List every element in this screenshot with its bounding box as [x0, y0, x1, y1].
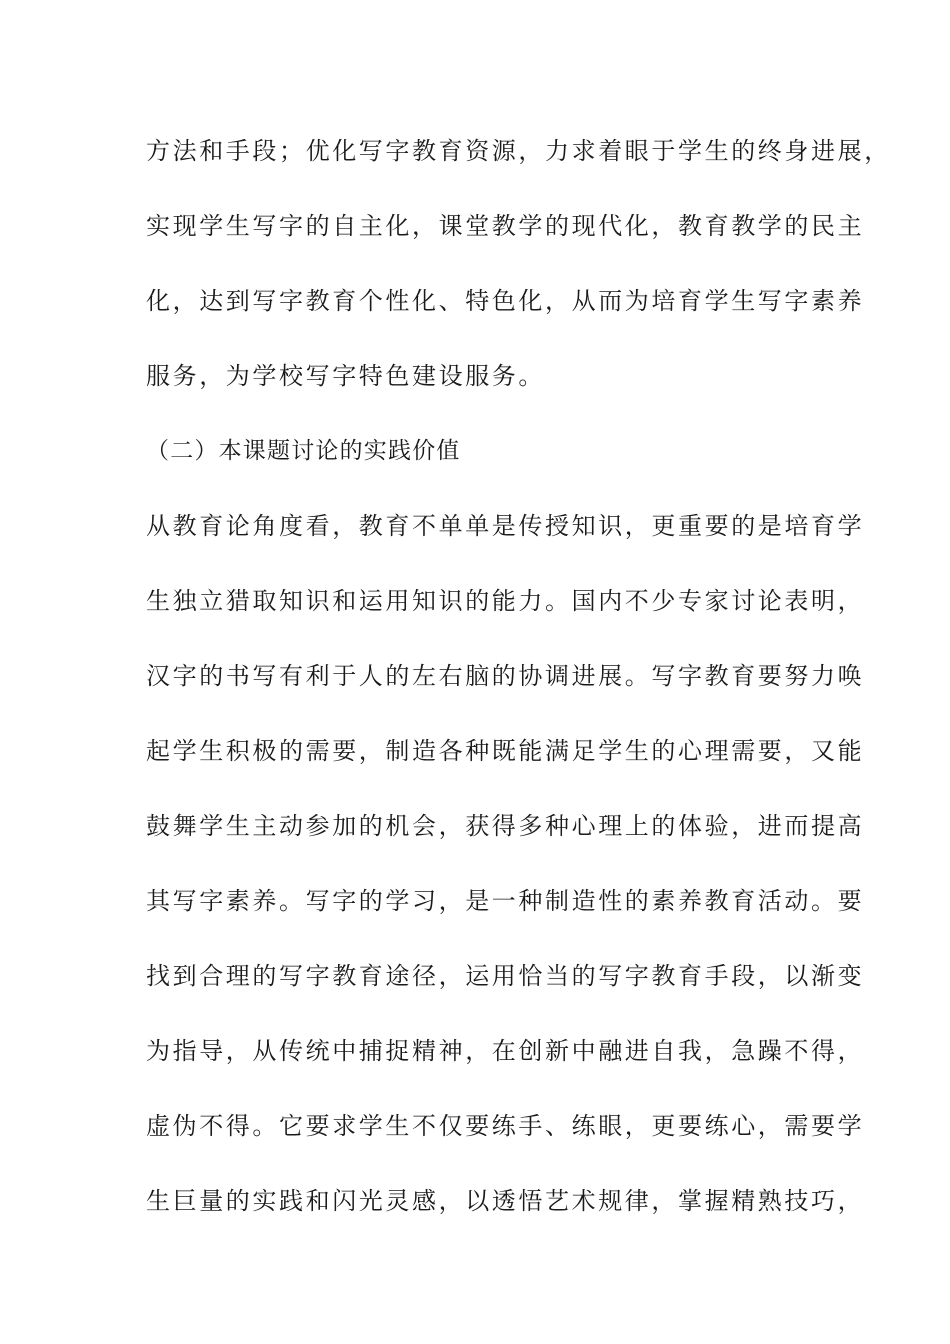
section-heading: （二）本课题讨论的实践价值	[146, 438, 461, 464]
text-line-1: 方法和手段；优化写字教育资源，力求着眼于学生的终身进展，	[146, 137, 891, 165]
text-line-4: 服务，为学校写字特色建设服务。	[146, 362, 545, 390]
text-line-6: 从教育论角度看，教育不单单是传授知识，更重要的是培育学	[146, 512, 865, 540]
text-line-7: 生独立猎取知识和运用知识的能力。国内不少专家讨论表明，	[146, 587, 865, 615]
text-line-12: 找到合理的写字教育途径，运用恰当的写字教育手段，以渐变	[146, 962, 865, 990]
text-line-11: 其写字素养。写字的学习，是一种制造性的素养教育活动。要	[146, 887, 865, 915]
text-line-15: 生巨量的实践和闪光灵感，以透悟艺术规律，掌握精熟技巧，	[146, 1187, 865, 1215]
text-line-8: 汉字的书写有利于人的左右脑的协调进展。写字教育要努力唤	[146, 662, 865, 690]
text-line-2: 实现学生写字的自主化，课堂教学的现代化，教育教学的民主	[146, 212, 865, 240]
text-line-10: 鼓舞学生主动参加的机会，获得多种心理上的体验，进而提高	[146, 812, 865, 840]
text-line-13: 为指导，从传统中捕捉精神，在创新中融进自我，急躁不得，	[146, 1037, 865, 1065]
text-line-3: 化，达到写字教育个性化、特色化，从而为培育学生写字素养	[146, 287, 865, 315]
text-line-9: 起学生积极的需要，制造各种既能满足学生的心理需要，又能	[146, 737, 865, 765]
text-line-14: 虚伪不得。它要求学生不仅要练手、练眼，更要练心，需要学	[146, 1112, 865, 1140]
